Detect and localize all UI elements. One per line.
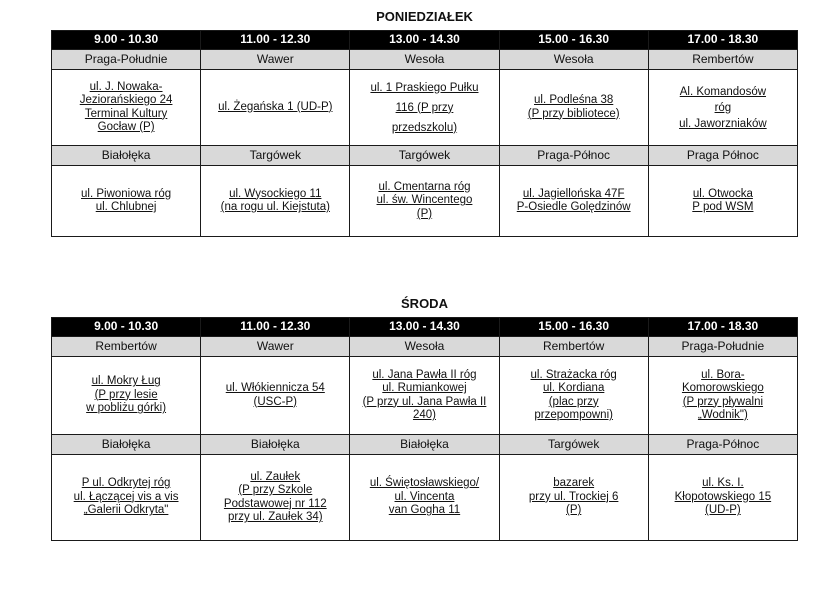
district-cell: Praga Północ (648, 146, 797, 166)
time-header-row (52, 31, 798, 50)
address-line[interactable]: róg (714, 101, 732, 114)
district-cell: Targówek (499, 435, 648, 455)
schedule-table-wednesday (51, 317, 798, 541)
time-slot: 17.00 - 18.30 (648, 318, 797, 337)
time-header-row (52, 318, 798, 337)
district-cell: Wawer (201, 337, 350, 357)
address-line[interactable]: ul. Jagiellońska 47F (522, 187, 625, 200)
district-row (52, 146, 798, 166)
address-line[interactable]: ul. Mokry Ług (91, 375, 161, 388)
district-cell: Praga-Południe (52, 50, 201, 70)
address-cell[interactable] (52, 70, 201, 146)
address-cell[interactable] (648, 357, 797, 435)
address-line[interactable]: ul. J. Nowaka- (89, 80, 163, 93)
section-title-monday: PONIEDZIAŁEK (376, 9, 473, 24)
address-line[interactable]: (UD-P) (704, 504, 741, 517)
address-line[interactable]: „Wodnik") (697, 409, 748, 421)
schedule-table-monday (51, 30, 798, 237)
address-cell[interactable] (52, 455, 201, 541)
address-line[interactable]: P-Osiedle Golędzinów (516, 201, 631, 213)
address-cell[interactable] (52, 166, 201, 237)
address-line[interactable]: Al. Komandosów (679, 85, 767, 98)
address-line[interactable]: ul. Łączącej vis a vis (73, 490, 179, 503)
district-cell: Praga-Południe (648, 337, 797, 357)
address-line[interactable]: 240) (412, 409, 436, 421)
address-line[interactable]: P pod WSM (692, 201, 754, 213)
address-line[interactable]: (plac przy (548, 395, 599, 408)
address-line[interactable]: przepompowni) (534, 409, 613, 421)
address-row (52, 70, 798, 146)
address-line[interactable]: ul. Rumiankowej (382, 382, 467, 394)
district-cell: Białołęka (52, 146, 201, 166)
address-line[interactable]: bazarek (553, 477, 595, 490)
address-line[interactable]: Kłopotowskiego 15 (674, 490, 772, 503)
time-slot: 9.00 - 10.30 (52, 31, 201, 50)
district-row (52, 337, 798, 357)
address-line[interactable]: Komorowskiego (681, 382, 764, 394)
address-line[interactable]: przy ul. Trockiej 6 (528, 490, 619, 503)
address-line[interactable]: ul. Jana Pawła II róg (372, 368, 477, 381)
address-row (52, 357, 798, 435)
address-line[interactable]: ul. Zaułek (250, 470, 301, 483)
district-cell: Wesoła (499, 50, 648, 70)
address-cell[interactable] (350, 357, 499, 435)
address-cell[interactable] (499, 455, 648, 541)
address-line[interactable]: „Galerii Odkryta" (83, 504, 169, 517)
address-cell[interactable] (499, 70, 648, 146)
address-cell[interactable] (201, 70, 350, 146)
time-slot: 11.00 - 12.30 (201, 318, 350, 337)
address-line[interactable]: ul. Wysockiego 11 (229, 187, 322, 200)
district-cell: Wesoła (350, 337, 499, 357)
address-line[interactable]: ul. Bora- (701, 368, 745, 381)
time-slot: 11.00 - 12.30 (201, 31, 350, 50)
address-line[interactable]: Gocław (P) (97, 121, 155, 133)
district-cell: Rembertów (648, 50, 797, 70)
address-line[interactable]: Terminal Kultury (84, 107, 168, 120)
address-cell[interactable] (648, 166, 797, 237)
address-line[interactable]: ul. Piwoniowa róg (81, 187, 172, 200)
address-line[interactable]: (USC-P) (253, 395, 297, 408)
address-line[interactable]: przy ul. Zaułek 34) (227, 511, 323, 523)
address-line[interactable]: ul. Ks. I. (702, 477, 744, 490)
address-cell[interactable] (201, 166, 350, 237)
address-line[interactable]: ul. Strażacka róg (530, 368, 617, 381)
district-cell: Praga-Północ (499, 146, 648, 166)
district-row (52, 50, 798, 70)
address-line[interactable]: 116 (P przy (395, 101, 454, 114)
district-row (52, 435, 798, 455)
address-cell[interactable] (201, 357, 350, 435)
address-line[interactable]: P ul. Odkrytej róg (81, 477, 171, 490)
district-cell: Targówek (201, 146, 350, 166)
time-slot: 13.00 - 14.30 (350, 31, 499, 50)
address-line[interactable]: (P) (416, 207, 433, 220)
address-cell[interactable] (648, 455, 797, 541)
district-cell: Białołęka (52, 435, 201, 455)
time-slot: 9.00 - 10.30 (52, 318, 201, 337)
section-title-wednesday: ŚRODA (401, 296, 448, 311)
address-line[interactable]: ul. św. Wincentego (376, 194, 473, 207)
address-row (52, 166, 798, 237)
district-cell: Praga-Północ (648, 435, 797, 455)
address-line[interactable]: ul. Vincenta (394, 490, 455, 503)
address-line[interactable]: (P przy Szkole (238, 484, 313, 496)
address-cell[interactable] (350, 70, 499, 146)
address-line[interactable]: (P przy lesie (94, 388, 158, 401)
address-cell[interactable] (350, 166, 499, 237)
time-slot: 17.00 - 18.30 (648, 31, 797, 50)
address-line[interactable]: ul. Kordiana (542, 382, 605, 394)
address-line[interactable]: ul. Chlubnej (95, 201, 157, 213)
time-slot: 15.00 - 16.30 (499, 31, 648, 50)
district-cell: Targówek (350, 146, 499, 166)
district-cell: Białołęka (201, 435, 350, 455)
district-cell: Wesoła (350, 50, 499, 70)
address-line[interactable]: Jeziorańskiego 24 (79, 94, 173, 106)
time-slot: 15.00 - 16.30 (499, 318, 648, 337)
time-slot: 13.00 - 14.30 (350, 318, 499, 337)
address-row (52, 455, 798, 541)
address-line[interactable]: ul. Otwocka (692, 187, 753, 200)
address-line[interactable]: (P) (565, 504, 582, 517)
district-cell: Rembertów (499, 337, 648, 357)
address-cell[interactable] (499, 166, 648, 237)
district-cell: Białołęka (350, 435, 499, 455)
address-line[interactable]: ul. Włókiennicza 54 (225, 382, 325, 394)
district-cell: Wawer (201, 50, 350, 70)
address-cell[interactable] (350, 455, 499, 541)
address-line[interactable]: w pobliżu górki) (86, 402, 167, 415)
address-line[interactable]: ul. Żegańska 1 (UD-P) (218, 100, 333, 113)
address-line[interactable]: (na rogu ul. Kiejstuta) (220, 201, 330, 213)
address-line[interactable]: Podstawowej nr 112 (223, 497, 327, 510)
address-line[interactable]: van Gogha 11 (388, 504, 461, 517)
address-line[interactable]: (P przy bibliotece) (527, 107, 620, 120)
address-line[interactable]: przedszkolu) (391, 121, 458, 134)
address-line[interactable]: ul. Świętosławskiego/ (369, 477, 480, 490)
address-cell[interactable] (499, 357, 648, 435)
address-line[interactable]: ul. Jaworzniaków (679, 117, 767, 130)
address-cell[interactable] (52, 357, 201, 435)
address-line[interactable]: (P przy pływalni (682, 395, 764, 408)
address-line[interactable]: (P przy ul. Jana Pawła II (362, 395, 487, 408)
address-cell[interactable] (648, 70, 797, 146)
address-line[interactable]: ul. Podleśna 38 (534, 94, 614, 106)
district-cell: Rembertów (52, 337, 201, 357)
address-line[interactable]: ul. 1 Praskiego Pułku (370, 81, 479, 94)
address-line[interactable]: ul. Cmentarna róg (378, 180, 471, 193)
address-cell[interactable] (201, 455, 350, 541)
